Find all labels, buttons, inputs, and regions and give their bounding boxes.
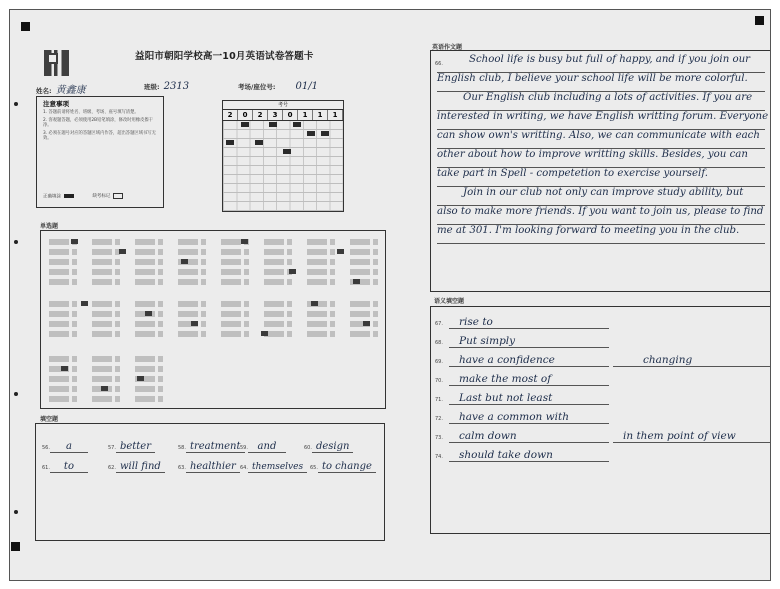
room-value: 01/1: [295, 81, 318, 92]
class-label: 班级:: [144, 83, 160, 91]
essay-line: School life is busy but full of happy, and if you join our: [437, 54, 765, 73]
exam-id-grid: [222, 100, 344, 212]
mc-bubble-row: [49, 311, 379, 317]
filled-bubble: [363, 321, 370, 326]
fill-blank-area: [35, 423, 385, 541]
punch-hole: [14, 510, 18, 514]
essay-line: interested in writing, we have English writting forum. Everyone: [437, 111, 765, 130]
filled-bubble: [241, 239, 248, 244]
fill-legend: 正确填涂 缺考标记: [43, 193, 123, 200]
class-field: [144, 81, 189, 92]
essay-line: take part in Spell - competetion to exercise yourself.: [437, 168, 765, 187]
punch-hole: [14, 102, 18, 106]
essay-line: other about how to improve writting skills. Besides, you can: [437, 149, 765, 168]
mc-bubble-row: [49, 259, 379, 265]
notice-line: 1. 答题前请将姓名、班级、考场、座号填写清楚。: [43, 110, 139, 115]
mc-bubble-row: [49, 301, 379, 307]
fill-blank-item: 57. better: [108, 434, 155, 453]
filled-bubble: [353, 279, 360, 284]
fill-blank-item: 63. healthier: [178, 454, 240, 473]
notice-title: 注意事项: [43, 100, 69, 108]
essay-line: Join in our club not only can improve study ability, but: [437, 187, 765, 206]
essay-line: me at 301. I'm looking forward to meeting you in the club.: [437, 225, 765, 244]
mc-bubble-row: [49, 279, 379, 285]
cloze-row: 69. have a confidence changing: [435, 351, 767, 367]
essay-label: 英语作文题: [432, 44, 463, 51]
corner-mark-top-right: [755, 16, 764, 25]
notice-line: 2. 客观题答题，必须使用2B铅笔填涂，修改时用橡皮擦干净。: [43, 117, 153, 128]
fill-blank-item: 59. and: [240, 434, 286, 453]
fill-blank-item: 58. treatment: [178, 434, 245, 453]
fill-blank-item: 61. to: [42, 454, 88, 473]
filled-bubble: [226, 140, 234, 145]
filled-bubble: [191, 321, 198, 326]
notice-box: [36, 96, 164, 208]
name-label: 姓名:: [36, 87, 52, 95]
answer-sheet: [9, 9, 771, 581]
multiple-choice-label: 单选题: [40, 223, 59, 230]
essay-area: [430, 50, 771, 292]
cloze-label: 语义填空题: [434, 298, 465, 305]
cloze-row: 67. rise to: [435, 313, 767, 329]
filled-bubble: [289, 269, 296, 274]
mc-bubble-row: [49, 269, 379, 275]
filled-bubble: [255, 140, 263, 145]
filled-bubble: [283, 149, 291, 154]
punch-hole: [14, 392, 18, 396]
absent-mark-box: [113, 193, 123, 199]
exam-id-digit: 1: [328, 110, 343, 120]
filled-bubble: [119, 249, 126, 254]
corner-mark-top-left: [21, 22, 30, 31]
cloze-row: 71. Last but not least: [435, 389, 767, 405]
mc-bubble-row: [49, 356, 164, 362]
cloze-area: [430, 306, 771, 534]
cloze-row: 74. should take down: [435, 446, 767, 462]
corner-mark-bottom-left: [11, 542, 20, 551]
fill-blank-item: 62. will find: [108, 454, 165, 473]
filled-bubble: [181, 259, 188, 264]
filled-bubble: [321, 131, 329, 136]
filled-bubble: [81, 301, 88, 306]
filled-mark-sample: [64, 194, 74, 198]
room-field: [238, 81, 318, 92]
essay-number: 66.: [435, 61, 443, 67]
mc-bubble-row: [49, 321, 379, 327]
fill-blank-row: [42, 454, 372, 470]
fill-blank-item: 64. themselves: [240, 454, 307, 473]
filled-bubble: [241, 122, 249, 127]
filled-bubble: [261, 331, 268, 336]
punch-hole: [14, 240, 18, 244]
exam-id-digit: 1: [313, 110, 328, 120]
exam-id-digit: 0: [238, 110, 253, 120]
multiple-choice-area: [40, 230, 386, 409]
mc-bubble-row: [49, 376, 164, 382]
name-value: 黄鑫康: [55, 85, 86, 96]
filled-bubble: [307, 131, 315, 136]
exam-id-digits: [223, 110, 343, 121]
filled-bubble: [101, 386, 108, 391]
room-label: 考场/座位号:: [238, 83, 276, 91]
mc-bubble-row: [49, 239, 379, 245]
qr-code: [44, 50, 69, 76]
exam-id-digit: 3: [268, 110, 283, 120]
fill-blank-label: 填空题: [40, 416, 59, 423]
fill-blank-item: 60. design: [304, 434, 353, 453]
fill-blank-item: 65. to change: [310, 454, 376, 473]
class-value: 2313: [163, 81, 190, 92]
cloze-row: 68. Put simply: [435, 332, 767, 348]
name-field: [36, 81, 86, 96]
exam-id-header: 考号: [223, 101, 343, 110]
essay-line: Our English club including a lots of activities. If you are: [437, 92, 765, 111]
fill-blank-item: 56. a: [42, 434, 88, 453]
exam-id-digit: 1: [298, 110, 313, 120]
filled-bubble: [269, 122, 277, 127]
filled-bubble: [337, 249, 344, 254]
exam-id-digit: 2: [223, 110, 238, 120]
filled-bubble: [145, 311, 152, 316]
essay-line: also to make more friends. If you want to join us, please to find: [437, 206, 765, 225]
exam-id-digit: 0: [283, 110, 298, 120]
essay-line: English club, I believe your school life will be more colorful.: [437, 73, 765, 92]
mc-bubble-row: [49, 249, 379, 255]
filled-bubble: [61, 366, 68, 371]
fill-blank-row: [42, 434, 372, 450]
exam-id-digit: 2: [253, 110, 268, 120]
filled-bubble: [71, 239, 78, 244]
cloze-row: 72. have a common with: [435, 408, 767, 424]
mc-bubble-row: [49, 331, 379, 337]
notice-line: 3. 必须在题号对应的答题区域内作答，超出答题区域书写无效。: [43, 130, 156, 141]
mc-bubble-row: [49, 396, 164, 402]
filled-bubble: [137, 376, 144, 381]
cloze-row: 70. make the most of: [435, 370, 767, 386]
sheet-title: 益阳市朝阳学校高一10月英语试卷答题卡: [135, 51, 314, 62]
cloze-row: 73. calm down in them point of view: [435, 427, 767, 443]
essay-line: can show own's writting. Also, we can communicate with each: [437, 130, 765, 149]
filled-bubble: [311, 301, 318, 306]
filled-bubble: [293, 122, 301, 127]
